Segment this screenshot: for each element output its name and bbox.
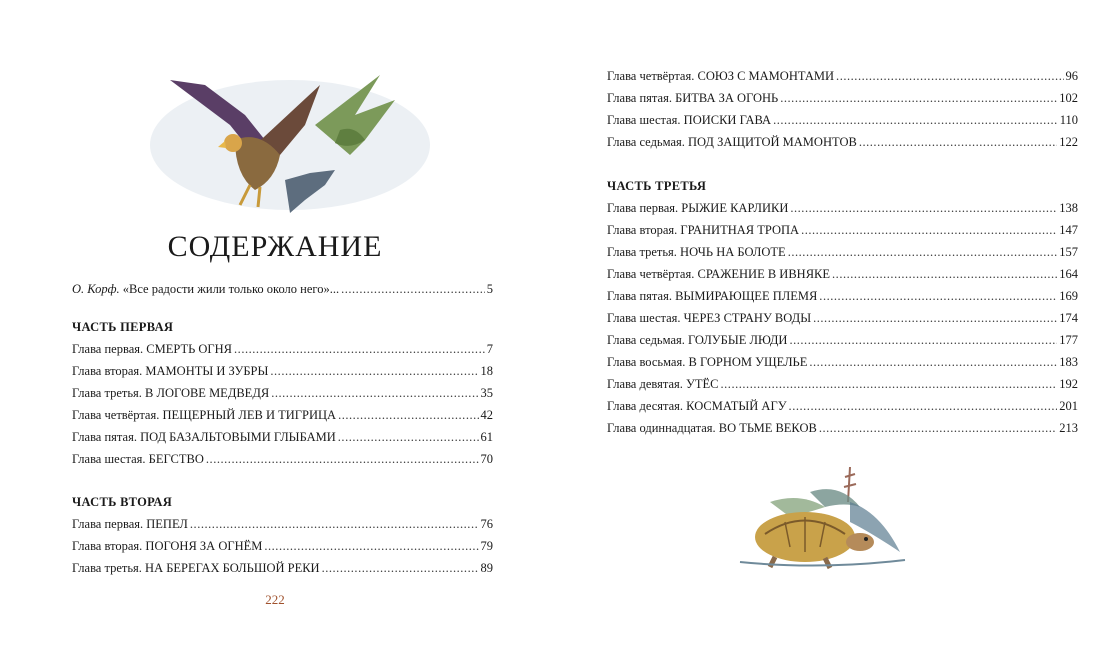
toc-entry [607,377,1078,391]
toc-entry [607,201,1078,215]
toc-entry [72,430,493,444]
toc-entry [607,245,1078,259]
toc-entry [72,561,493,575]
dot-leader [832,267,1057,281]
chapter-label: Глава вторая. ГРАНИТНАЯ ТРОПА [607,223,800,237]
toc-entry [607,91,1078,105]
page-number: 102 [1059,91,1078,105]
turtle-illustration [730,462,910,572]
chapter-label: Глава вторая. ПОГОНЯ ЗА ОГНЁМ [72,539,263,553]
page-number: 177 [1059,333,1078,347]
chapter-label: Глава седьмая. ПОД ЗАЩИТОЙ МАМОНТОВ [607,135,857,149]
dot-leader [264,539,478,553]
toc-entry [607,113,1078,127]
chapter-label: Глава четвёртая. СРАЖЕНИЕ В ИВНЯКЕ [607,267,831,281]
page-number: 169 [1059,289,1078,303]
toc-entry [607,355,1078,369]
dot-leader [773,113,1058,127]
dot-leader [780,91,1057,105]
toc-entry [607,311,1078,325]
page-number: 138 [1059,201,1078,215]
dot-leader [721,377,1058,391]
page-number: 157 [1059,245,1078,259]
page-number: 35 [480,386,493,400]
part-heading-3: ЧАСТЬ ТРЕТЬЯ [607,179,707,193]
chapter-label: Глава седьмая. ГОЛУБЫЕ ЛЮДИ [607,333,788,347]
part-heading-1: ЧАСТЬ ПЕРВАЯ [72,320,174,334]
dot-leader [809,355,1057,369]
dot-leader [190,517,479,531]
toc-entry [72,452,493,466]
right-page [550,0,1100,663]
page-number: 183 [1059,355,1078,369]
page-number: 7 [486,342,493,356]
toc-entry [607,333,1078,347]
chapter-label: Глава первая. СМЕРТЬ ОГНЯ [72,342,233,356]
dot-leader [788,245,1058,259]
page-number: 18 [480,364,493,378]
chapter-label: Глава третья. НОЧЬ НА БОЛОТЕ [607,245,786,259]
chapter-label: Глава четвёртая. СОЮЗ С МАМОНТАМИ [607,69,835,83]
chapter-label: Глава шестая. ЧЕРЕЗ СТРАНУ ВОДЫ [607,311,812,325]
dot-leader [338,408,478,422]
toc-entry [72,342,493,356]
toc-entry [72,517,493,531]
foreword-label [72,282,339,296]
page-number: 70 [480,452,493,466]
page-number: 5 [486,282,493,296]
toc-entry [72,364,493,378]
dot-leader [789,399,1058,413]
toc-entry [607,223,1078,237]
chapter-label: Глава вторая. МАМОНТЫ И ЗУБРЫ [72,364,269,378]
dot-leader [790,201,1057,215]
page-number: 201 [1059,399,1078,413]
dot-leader [819,421,1057,435]
dot-leader [819,289,1057,303]
page-number: 164 [1059,267,1078,281]
dot-leader [813,311,1057,325]
dot-leader [836,69,1063,83]
toc-entry [607,289,1078,303]
chapter-label: Глава одиннадцатая. ВО ТЬМЕ ВЕКОВ [607,421,817,435]
chapter-label: Глава первая. ПЕПЕЛ [72,517,188,531]
page-title: СОДЕРЖАНИЕ [167,230,383,263]
toc-entry [607,399,1078,413]
toc-entry [607,69,1078,83]
dot-leader [859,135,1057,149]
chapter-label: Глава пятая. БИТВА ЗА ОГОНЬ [607,91,779,105]
page-number: 192 [1059,377,1078,391]
dot-leader [338,430,479,444]
chapter-label: Глава пятая. ВЫМИРАЮЩЕЕ ПЛЕМЯ [607,289,818,303]
toc-entry [607,135,1078,149]
dot-leader [322,561,479,575]
part-heading-2: ЧАСТЬ ВТОРАЯ [72,495,173,509]
toc-entry [607,267,1078,281]
toc-entry [72,408,493,422]
chapter-label: Глава восьмая. В ГОРНОМ УЩЕЛЬЕ [607,355,808,369]
page-number: 96 [1065,69,1078,83]
page-number: 213 [1059,421,1078,435]
foreword-title: «Все радости жили только около него»... [122,282,340,296]
chapter-label: Глава пятая. ПОД БАЗАЛЬТОВЫМИ ГЛЫБАМИ [72,430,336,444]
page-number: 61 [480,430,493,444]
foreword-entry [72,282,493,296]
chapter-label: Глава четвёртая. ПЕЩЕРНЫЙ ЛЕВ И ТИГРИЦА [72,408,337,422]
dot-leader [801,223,1057,237]
chapter-label: Глава десятая. КОСМАТЫЙ АГУ [607,399,787,413]
page-folio: 222 [265,592,285,607]
page-number: 76 [480,517,493,531]
page-number: 42 [480,408,493,422]
chapter-label: Глава первая. РЫЖИЕ КАРЛИКИ [607,201,789,215]
page-number: 174 [1059,311,1078,325]
dot-leader [206,452,479,466]
dot-leader [234,342,485,356]
page-number: 122 [1059,135,1078,149]
foreword-author: О. Корф. [72,282,120,296]
dot-leader [789,333,1057,347]
page-number: 110 [1059,113,1078,127]
toc-entry [72,386,493,400]
toc-entry [72,539,493,553]
toc-entry [607,421,1078,435]
chapter-label: Глава третья. В ЛОГОВЕ МЕДВЕДЯ [72,386,270,400]
page-number: 79 [480,539,493,553]
chapter-label: Глава шестая. БЕГСТВО [72,452,204,466]
dot-leader [271,386,478,400]
dot-leader [341,282,485,296]
page-number: 89 [480,561,493,575]
chapter-label: Глава шестая. ПОИСКИ ГАВА [607,113,772,127]
chapter-label: Глава третья. НА БЕРЕГАХ БОЛЬШОЙ РЕКИ [72,561,320,575]
page-number: 147 [1059,223,1078,237]
chapter-label: Глава девятая. УТЁС [607,377,719,391]
dot-leader [270,364,478,378]
birds-illustration [140,55,440,220]
